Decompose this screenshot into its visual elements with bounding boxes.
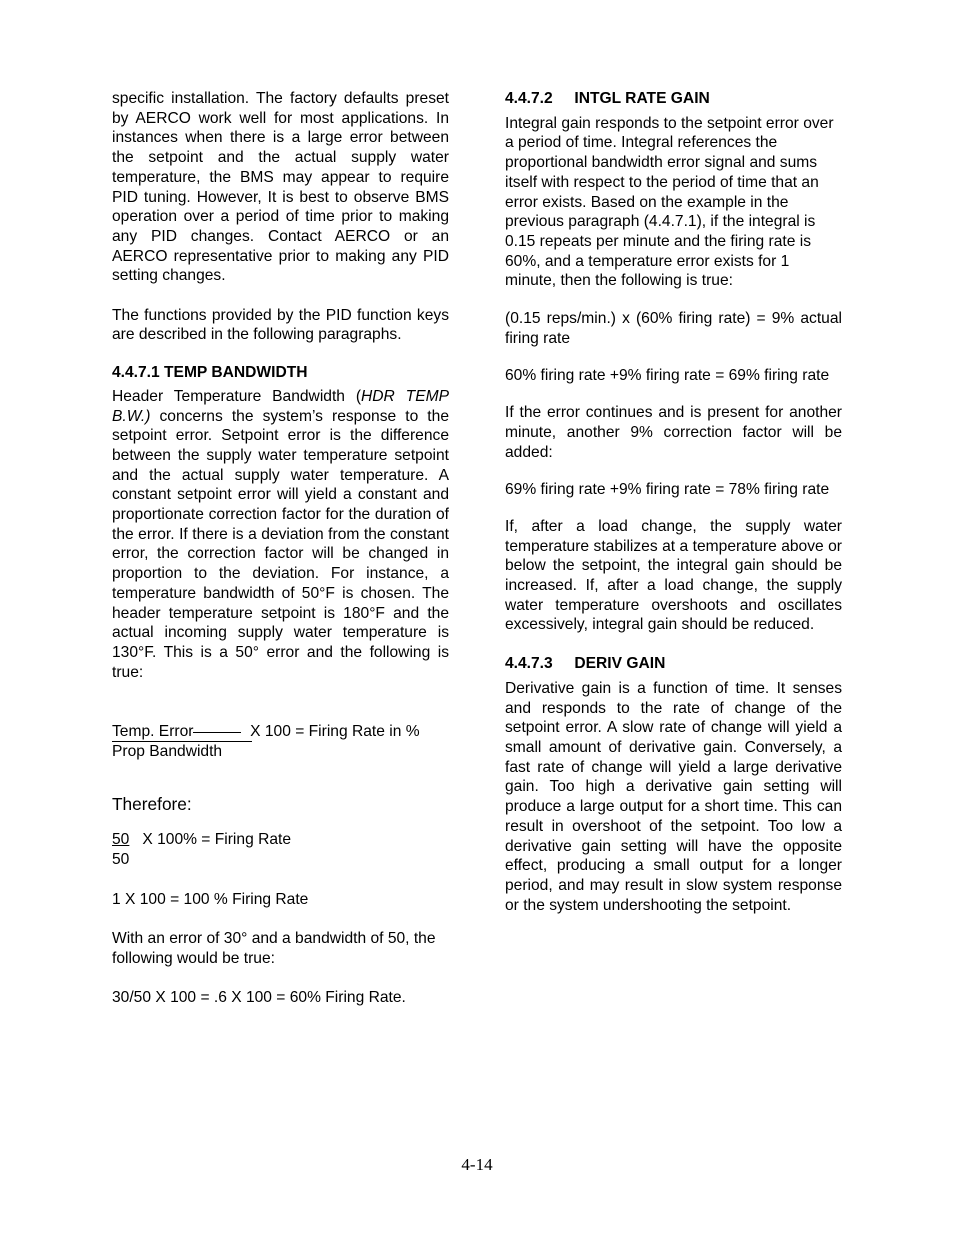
temp-bandwidth-italic: HDR TEMP B.W.): [112, 387, 449, 425]
temp-bandwidth-text-pre: Header Temperature Bandwidth (: [112, 387, 362, 405]
example-denominator: 50: [112, 851, 130, 869]
intgl-load-change-paragraph: If, after a load change, the supply water temperature stabilizes at a temperature above or below the setpoint, the integral gain should be increased. If, after a load change, the supply water temperature overshoots and oscillates excessively, integral gain should be reduced.: [505, 517, 842, 634]
left-column: [112, 89, 449, 1008]
therefore-label: Therefore:: [112, 793, 192, 814]
example-result: 1 X 100 = 100 % Firing Rate: [112, 890, 309, 908]
right-column: [505, 89, 842, 915]
pid-keys-paragraph: The functions provided by the PID function keys are described in the following paragraphs.: [112, 306, 449, 344]
temp-bandwidth-paragraph: [112, 387, 449, 683]
formula-rhs: X 100 = Firing Rate in %: [250, 723, 420, 741]
deriv-paragraph: Derivative gain is a function of time. It senses and responds to the rate of change of the setpoint error. A slow rate of change will yield a small amount of derivative gain. Conversely, a fast rate of change will yield a large derivative gain. Too high a derivative gain setting will produce a large output for a short time. This can result in overshoot of the setpoint. Too low a derivative gain setting will have the opposite effect, producing a small output for a longer period, and may result in slow system response or the system undershooting the setpoint.: [505, 679, 842, 914]
error-30-paragraph: With an error of 30° and a bandwidth of 50, the following would be true:: [112, 930, 436, 967]
heading-deriv-title: DERIV GAIN: [574, 655, 666, 673]
firing-rate-formula: [112, 722, 449, 761]
intgl-equation-1: (0.15 reps/min.) x (60% firing rate) = 9% actual firing rate: [505, 310, 842, 347]
heading-intgl-rate-gain: [505, 89, 842, 109]
page-number: 4-14: [461, 1155, 493, 1174]
formula-denominator: Prop Bandwidth: [112, 741, 252, 762]
example-formula: [112, 830, 449, 869]
heading-intgl-title: INTGL RATE GAIN: [574, 90, 710, 107]
formula-numerator: Temp. Error: [112, 723, 194, 741]
intro-paragraph: specific installation. The factory defaults preset by AERCO work well for most applications. In instances when there is a large error between the setpoint and the actual supply water temperature, the BMS may appear to require PID tuning. However, It is best to observe BMS operation over a period of time prior to making any PID changes. Contact AERCO or an AERCO representative prior to making any PID setting changes.: [112, 90, 449, 285]
heading-intgl-number: 4.4.7.2: [505, 90, 553, 107]
example-numerator: 50: [112, 831, 130, 849]
intgl-error-continues: If the error continues and is present for another minute, another 9% correction factor will be added:: [505, 404, 842, 461]
temp-bandwidth-text-post: concerns the system’s response to the setpoint error. Setpoint error is the difference between the supply water temperature setpoint and the actual supply water temperature. A constant setpoint error will yield a constant and proportionate correction factor for the duration of the error. If there is a deviation from the constant error, the correction factor will be changed in proportion to the deviation. For instance, a temperature bandwidth of 50°F is chosen. The header temperature setpoint is 180°F and the actual incoming supply water temperature is 130°F. This is a 50° error and the following is true:: [112, 407, 449, 681]
intgl-paragraph: Integral gain responds to the setpoint error over a period of time. Integral references the proportional bandwidth error signal and sums itself with respect to the period of time that an error exists. Based on the example in the previous paragraph (4.4.7.1), if the integral is 0.15 repeats per minute and the firing rate is 60%, and a temperature error exists for 1 minute, then the following is true:: [505, 114, 834, 290]
heading-deriv-gain: [505, 654, 842, 674]
fraction-bar: [193, 732, 241, 733]
heading-deriv-number: 4.4.7.3: [505, 655, 553, 673]
intgl-equation-2: 60% firing rate +9% firing rate = 69% firing rate: [505, 366, 830, 384]
intgl-equation-3: 69% firing rate +9% firing rate = 78% firing rate: [505, 480, 830, 498]
error-30-result: 30/50 X 100 = .6 X 100 = 60% Firing Rate.: [112, 989, 406, 1007]
example-rhs: X 100% = Firing Rate: [142, 831, 292, 849]
heading-temp-bandwidth: 4.4.7.1 TEMP BANDWIDTH: [112, 364, 308, 382]
